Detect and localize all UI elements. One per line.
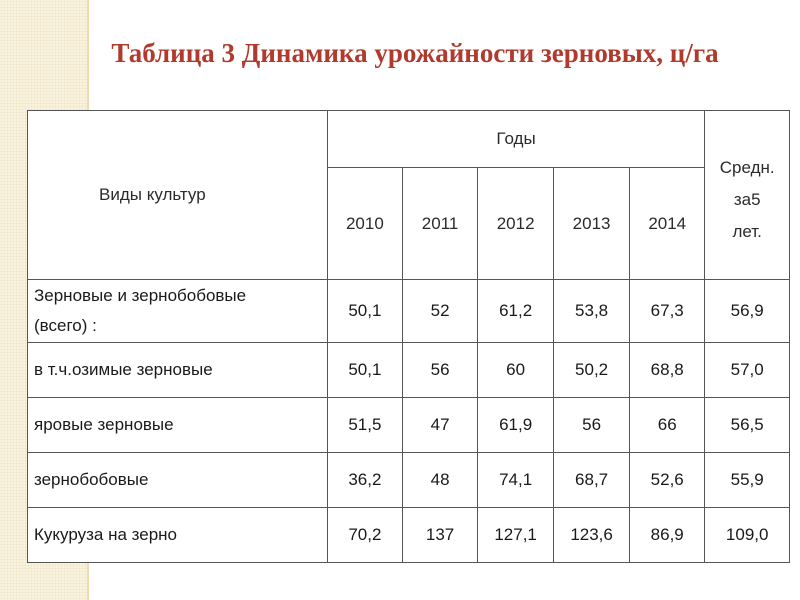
average-cell: 109,0 xyxy=(705,508,790,563)
years-group-header: Годы xyxy=(327,111,705,168)
value-cell-2014: 52,6 xyxy=(630,453,705,508)
value-cell-2012: 61,2 xyxy=(478,280,554,343)
table-row xyxy=(28,398,790,453)
value-cell-2014: 86,9 xyxy=(630,508,705,563)
value-cell-2010: 36,2 xyxy=(327,453,402,508)
average-header-line1: Средн. xyxy=(719,157,775,177)
value-cell-2012: 60 xyxy=(478,343,554,398)
value-cell-2012: 61,9 xyxy=(478,398,554,453)
average-header-line2: за5 xyxy=(733,189,761,209)
value-cell-2013: 50,2 xyxy=(554,343,630,398)
value-cell-2011: 52 xyxy=(403,280,478,343)
average-cell: 56,5 xyxy=(705,398,790,453)
year-header-2014: 2014 xyxy=(630,168,705,280)
value-cell-2014: 68,8 xyxy=(630,343,705,398)
value-cell-2013: 123,6 xyxy=(554,508,630,563)
value-cell-2013: 56 xyxy=(554,398,630,453)
value-cell-2011: 137 xyxy=(403,508,478,563)
crop-name: в т.ч.озимые зерновые xyxy=(28,343,328,398)
average-cell: 57,0 xyxy=(705,343,790,398)
value-cell-2010: 70,2 xyxy=(327,508,402,563)
average-column-header xyxy=(705,111,790,280)
average-header-line3: лет. xyxy=(732,221,762,241)
value-cell-2012: 74,1 xyxy=(478,453,554,508)
value-cell-2010: 50,1 xyxy=(327,280,402,343)
table-row xyxy=(28,453,790,508)
table-row xyxy=(28,343,790,398)
value-cell-2010: 51,5 xyxy=(327,398,402,453)
crop-column-header: Виды культур xyxy=(28,111,328,280)
value-cell-2013: 53,8 xyxy=(554,280,630,343)
crop-name-cell xyxy=(28,280,328,343)
crop-name: зернобобовые xyxy=(28,453,328,508)
value-cell-2014: 66 xyxy=(630,398,705,453)
crop-name: яровые зерновые xyxy=(28,398,328,453)
year-header-2011: 2011 xyxy=(403,168,478,280)
value-cell-2012: 127,1 xyxy=(478,508,554,563)
value-cell-2011: 47 xyxy=(403,398,478,453)
crop-name: Кукуруза на зерно xyxy=(28,508,328,563)
average-cell: 55,9 xyxy=(705,453,790,508)
value-cell-2011: 48 xyxy=(403,453,478,508)
year-header-2010: 2010 xyxy=(327,168,402,280)
yield-table xyxy=(27,110,790,563)
value-cell-2014: 67,3 xyxy=(630,280,705,343)
year-header-2013: 2013 xyxy=(554,168,630,280)
table-row xyxy=(28,280,790,343)
value-cell-2011: 56 xyxy=(403,343,478,398)
value-cell-2013: 68,7 xyxy=(554,453,630,508)
value-cell-2010: 50,1 xyxy=(327,343,402,398)
crop-name: Зерновые и зернобобовые xyxy=(34,286,247,305)
year-header-2012: 2012 xyxy=(478,168,554,280)
page-title: Таблица 3 Динамика урожайности зерновых, ц/га xyxy=(111,38,719,68)
crop-name-continuation: (всего) : xyxy=(34,316,97,335)
average-cell: 56,9 xyxy=(705,280,790,343)
table-row xyxy=(28,508,790,563)
